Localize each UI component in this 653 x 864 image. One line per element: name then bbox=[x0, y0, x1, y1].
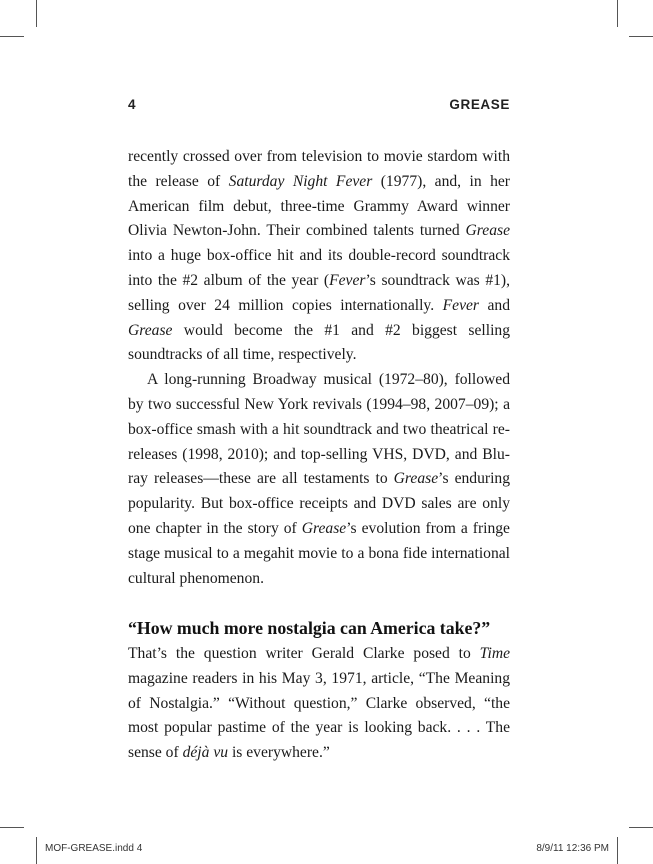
slug-file-name: MOF-GREASE.indd 4 bbox=[45, 843, 143, 854]
italic-title: Saturday Night Fever bbox=[228, 172, 373, 190]
crop-mark bbox=[0, 36, 24, 37]
crop-mark bbox=[617, 837, 618, 864]
slug-timestamp: 8/9/11 12:36 PM bbox=[536, 843, 609, 854]
text-run: ’s soundtrack was #1), selling over 24 million copies internationally. bbox=[128, 271, 511, 314]
italic-title: Grease bbox=[128, 321, 173, 339]
crop-mark bbox=[617, 0, 618, 27]
running-title: GREASE bbox=[449, 97, 510, 112]
crop-mark bbox=[36, 837, 37, 864]
crop-mark bbox=[36, 0, 37, 27]
text-run: (1977), and, in her American film debut, three-time Grammy Award winner Olivia Newton-John. Their combined talents turned bbox=[128, 172, 510, 240]
italic-title: Grease bbox=[393, 470, 439, 488]
text-run: ’s enduring popularity. But box-office receipts and DVD sales are only one chapter in the story of bbox=[128, 470, 511, 537]
text-run: into a huge box-office hit and its double-record soundtrack into the #2 album of the year ( bbox=[128, 247, 510, 289]
page-number: 4 bbox=[128, 97, 137, 112]
italic-title: Fever bbox=[329, 271, 366, 289]
running-header bbox=[128, 97, 510, 115]
text-run: is everywhere.” bbox=[228, 744, 330, 762]
text-run: That’s the question writer Gerald Clarke posed to bbox=[128, 645, 480, 662]
text-run: ’s evolution from a fringe stage musical to a megahit movie to a bona fide international cultural phenomenon. bbox=[128, 519, 510, 587]
italic-title: Grease bbox=[301, 519, 347, 537]
main-text bbox=[128, 145, 510, 591]
italic-phrase: déjà vu bbox=[182, 744, 229, 762]
text-run: and bbox=[478, 296, 511, 314]
crop-mark bbox=[0, 827, 24, 828]
italic-title: Grease bbox=[465, 222, 510, 240]
italic-title: Fever bbox=[442, 296, 479, 314]
main-text-continued bbox=[128, 642, 510, 766]
text-run: would become the #1 and #2 biggest selling soundtracks of all time, respectively. bbox=[128, 321, 510, 364]
paragraph bbox=[128, 642, 510, 766]
text-run: A long-running Broadway musical (1972–80), followed by two successful New York revivals (1994–98, 2007–09); a box-office smash with a hit soundtrack and two theatrical re-releases (1998, 2010); and top-selling VHS, DVD, and Blu-ray releases—these are all testaments to bbox=[128, 371, 510, 488]
italic-title: Time bbox=[479, 645, 510, 662]
text-run: recently crossed over from television to movie stardom with the release of bbox=[128, 148, 510, 190]
crop-mark bbox=[629, 827, 653, 828]
text-run: magazine readers in his May 3, 1971, article, “The Meaning of Nostalgia.” “Without question,” Clarke observed, “the most popular pastime of the year is looking back. . . . The sense of bbox=[128, 669, 510, 762]
paragraph bbox=[128, 368, 510, 591]
crop-mark bbox=[629, 36, 653, 37]
section-subheading: “How much more nostalgia can America take?” bbox=[128, 618, 491, 638]
paragraph bbox=[128, 145, 510, 368]
